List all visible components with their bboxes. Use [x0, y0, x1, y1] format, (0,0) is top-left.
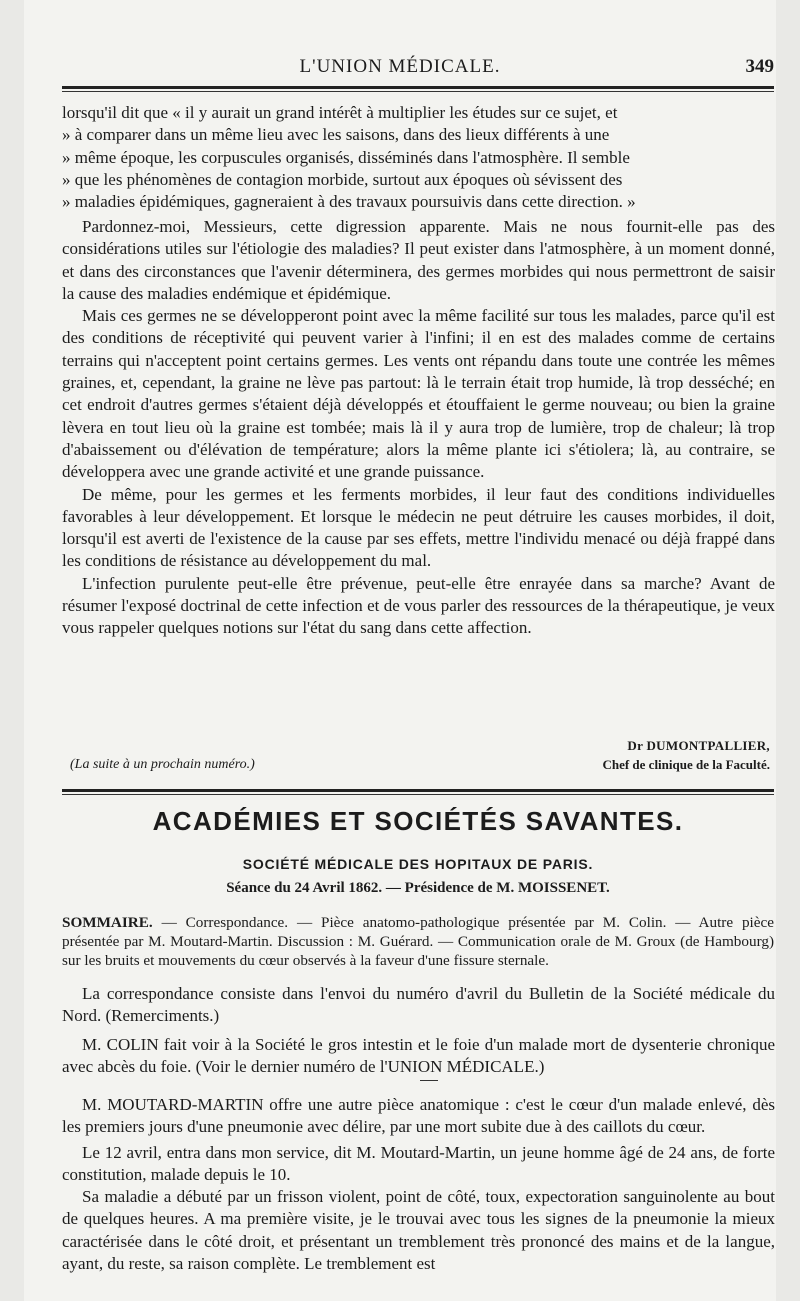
continuation-note: (La suite à un prochain numéro.) [70, 757, 255, 772]
paragraph: De même, pour les germes et les ferments morbides, il leur faut des conditions individuelles favorables à leur développement. Et lorsque le médecin ne peut détruire les causes morbides, il doit, lorsqu'il est averti de l'existence de la cause par ses effets, mettre l'individu menacé ou déjà frappé dans les conditions de résistance au développement du mal. [62, 484, 775, 571]
minutes-body-a [62, 983, 775, 1078]
journal-title: L'UNION MÉDICALE. [299, 56, 501, 77]
author-name: Dr DUMONTPALLIER, [627, 738, 770, 753]
paragraph: M. MOUTARD-MARTIN offre une autre pièce anatomique : c'est le cœur d'un malade enlevé, dès les premiers jours d'une pneumonie avec délire, par une mort subite due à des caillots du cœur. [62, 1095, 775, 1137]
page-number: 349 [745, 56, 774, 77]
society-name: SOCIÉTÉ MÉDICALE DES HOPITAUX DE PARIS. [242, 856, 594, 872]
session-line: Séance du 24 Avril 1862. — Présidence de M. MOISSENET. [226, 880, 610, 896]
minutes-body-b [62, 1094, 775, 1275]
quote-line: » maladies épidémiques, gagneraient à des travaux poursuivis dans cette direction. » [62, 192, 636, 212]
paragraph: Pardonnez-moi, Messieurs, cette digression apparente. Mais ne nous fournit-elle pas des considérations utiles sur l'étiologie des maladies? Il peut exister dans l'atmosphère, à un moment donné, et dans des circonstances que l'avenir déterminera, des germes morbides qui nous permettront de saisir la cause des maladies endémique et épidémique. [62, 217, 775, 303]
quote-line: » que les phénomènes de contagion morbide, surtout aux époques où sévissent des [62, 169, 623, 189]
summary-text: — Correspondance. — Pièce anatomo-pathologique présentée par M. Colin. — Autre pièce présentée par M. Moutard-Martin. Discussion : M. Guérard. — Communication orale de M. Groux (de Hambourg) sur les bruits et mouvements du cœur observés à la faveur d'une fissure sternale. [62, 914, 774, 969]
paragraph: Mais ces germes ne se développeront point avec la même facilité sur tous les malades, parce qu'il est des conditions de réceptivité qui peuvent varier à l'infini; il en est des malades comme de certains terrains qui n'acceptent point certains germes. Les vents ont répandu dans toute une contrée les mêmes graines, et, cependant, la graine ne lève pas partout: là le terrain était trop humide, là trop desséché; en cet endroit d'autres germes s'étaient déjà développés et étouffaient le germe nouveau; ou bien la graine lèvera en tout lieu où la graine est tombée; mais là il y aura trop de lumière, trop de chaleur; là trop d'abaissement ou d'élévation de température; alors la même plante ici s'étiolera; là, au contraire, se développera avec une grande activité et une grande puissance. [62, 306, 775, 482]
author-role: Chef de clinique de la Faculté. [602, 757, 770, 772]
summary [62, 913, 774, 970]
paragraph: Le 12 avril, entra dans mon service, dit M. Moutard-Martin, un jeune homme âgé de 24 ans, de forte constitution, malade depuis le 10. [62, 1142, 775, 1184]
paragraph: Sa maladie a débuté par un frisson violent, point de côté, toux, expectoration sanguinolente au bout de quelques heures. A ma première visite, je le trouvai avec tous les signes de la pneumonie la mieux caractérisée dans le côté droit, et présentant un tremblement très prononcé des mains et de la langue, ayant, du reste, sa raison complète. Le tremblement est [62, 1187, 775, 1274]
paragraph: L'infection purulente peut-elle être prévenue, peut-elle être enrayée dans sa marche? Avant de résumer l'exposé doctrinal de cette infection et de vous parler des ressources de la thérapeutique, je veux vous rappeler quelques notions sur l'état du sang dans cette affection. [62, 573, 775, 638]
header-rule-thin [62, 91, 774, 92]
paragraph: La correspondance consiste dans l'envoi du numéro d'avril du Bulletin de la Société médicale du Nord. (Remerciments.) [62, 984, 775, 1026]
paragraph: M. COLIN fait voir à la Société le gros intestin et le foie d'un malade mort de dysenterie chronique avec abcès du foie. (Voir le dernier numéro de l'UNION MÉDICALE.) [62, 1034, 775, 1076]
separator-dash [420, 1080, 438, 1081]
article-body [62, 216, 775, 640]
quote-line: lorsqu'il dit que « il y aurait un grand intérêt à multiplier les études sur ce sujet, et [62, 103, 618, 122]
byline [62, 738, 774, 778]
quote-line: » à comparer dans un même lieu avec les saisons, dans des lieux différents à une [62, 125, 610, 145]
quote-line: » même époque, les corpuscules organisés, disséminés dans l'atmosphère. Il semble [62, 147, 630, 167]
section-rule-thin [62, 794, 774, 795]
summary-label: SOMMAIRE. [62, 914, 153, 931]
page [24, 0, 776, 1301]
section-title: ACADÉMIES ET SOCIÉTÉS SAVANTES. [152, 806, 684, 836]
section-rule [62, 789, 774, 792]
quotation-block [62, 102, 775, 213]
running-head [24, 56, 776, 80]
header-rule [62, 86, 774, 89]
